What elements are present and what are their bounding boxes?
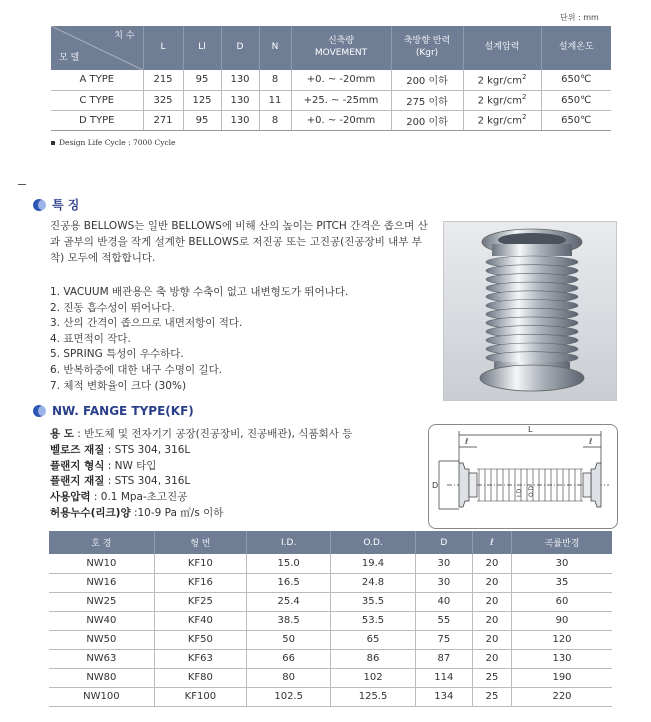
kf-table-row — [49, 687, 612, 706]
kf-cell: 20 — [472, 630, 511, 649]
kf-property-value: : 반도체 및 전자기기 공장(진공장비, 진공배관), 식품회사 등 — [73, 428, 353, 440]
kf-cell: NW16 — [49, 573, 154, 592]
kf-cell: 65 — [331, 630, 415, 649]
spec-cell-L: 325 — [143, 90, 183, 110]
kf-cell: 15.0 — [246, 554, 330, 573]
spec-cell-pressure — [463, 70, 541, 90]
kf-technical-drawing — [428, 424, 618, 529]
kf-cell: KF40 — [154, 611, 246, 630]
spec-cell-movement: +0. ~ -20mm — [291, 110, 391, 130]
kf-cell: 35.5 — [331, 592, 415, 611]
features-heading — [33, 196, 79, 213]
kf-cell: NW10 — [49, 554, 154, 573]
kf-property — [50, 506, 352, 522]
spec-cell-movement: +25. ~ -25mm — [291, 90, 391, 110]
kf-property — [50, 427, 352, 443]
kf-cell: 75 — [415, 630, 472, 649]
kf-property — [50, 490, 352, 506]
kf-cell: 24.8 — [331, 573, 415, 592]
kf-cell: 80 — [246, 668, 330, 687]
kf-property-label: 사용압력 — [50, 491, 91, 504]
square-bullet-icon — [51, 141, 55, 145]
kf-cell: NW80 — [49, 668, 154, 687]
kf-cell: KF10 — [154, 554, 246, 573]
kf-cell: KF100 — [154, 687, 246, 706]
drawing-label-L: L — [528, 425, 533, 434]
kf-cell: 38.5 — [246, 611, 330, 630]
kf-cell: 102 — [331, 668, 415, 687]
spec-cell-pressure — [463, 90, 541, 110]
kf-cell: KF50 — [154, 630, 246, 649]
spec-table-row — [51, 90, 611, 110]
kf-cell: 134 — [415, 687, 472, 706]
pressure-exponent: 2 — [521, 93, 527, 102]
kf-header-cell: O.D. — [331, 531, 415, 554]
kf-cell: 20 — [472, 554, 511, 573]
spec-table-header — [51, 26, 611, 70]
spec-corner-bottom: 모 델 — [59, 53, 80, 64]
bellows-convolutions — [486, 256, 578, 364]
life-cycle-note — [51, 138, 175, 147]
kf-cell: NW100 — [49, 687, 154, 706]
kf-cell: 120 — [512, 630, 612, 649]
kf-table-row — [49, 649, 612, 668]
spec-cell-Ll: 95 — [183, 70, 221, 90]
kf-cell: 25 — [472, 668, 511, 687]
kf-table-row — [49, 554, 612, 573]
drawing-label-ell-left: ℓ — [465, 437, 469, 446]
spec-cell-D: 130 — [221, 110, 259, 130]
kf-cell: NW25 — [49, 592, 154, 611]
spec-table-row — [51, 70, 611, 90]
spec-cell-temp: 650℃ — [541, 70, 611, 90]
spec-cell-temp: 650℃ — [541, 90, 611, 110]
bullet-circle-icon — [33, 198, 47, 212]
spec-cell-movement: +0. ~ -20mm — [291, 70, 391, 90]
kf-header-cell: 형 번 — [154, 531, 246, 554]
spec-header-movement — [291, 26, 391, 70]
force-header-unit: (Kgr) — [415, 48, 439, 58]
kf-properties — [50, 427, 352, 522]
kf-cell: 16.5 — [246, 573, 330, 592]
kf-cell: 35 — [512, 573, 612, 592]
kf-cell: 86 — [331, 649, 415, 668]
spec-cell-pressure — [463, 110, 541, 130]
drawing-label-D: D — [432, 481, 439, 490]
spec-table-row — [51, 110, 611, 130]
life-cycle-text: Design Life Cycle : 7000 Cycle — [59, 138, 176, 147]
kf-cell: KF25 — [154, 592, 246, 611]
spec-cell-temp: 650℃ — [541, 110, 611, 130]
kf-cell: KF80 — [154, 668, 246, 687]
spec-cell-Ll: 125 — [183, 90, 221, 110]
bellows-drawing — [429, 425, 619, 530]
spec-header-L: L — [143, 26, 183, 70]
kf-property-label: 벨로즈 재질 — [50, 443, 105, 456]
kf-cell: 55 — [415, 611, 472, 630]
unit-label: 단위 : mm — [560, 13, 599, 22]
kf-property-label: 허용누수(리크)양 — [50, 506, 131, 519]
divider — [18, 184, 26, 185]
spec-cell-L: 271 — [143, 110, 183, 130]
movement-header-en: MOVEMENT — [314, 48, 368, 58]
kf-property — [50, 474, 352, 490]
feature-item: 1. VACUUM 배관용은 축 방향 수축이 없고 내변형도가 뛰어나다. — [50, 286, 349, 298]
kf-cell: 30 — [512, 554, 612, 573]
bellows-photo — [443, 221, 617, 401]
kf-cell: 50 — [246, 630, 330, 649]
feature-item: 4. 표면적이 작다. — [50, 332, 131, 345]
bullet-circle-icon — [33, 404, 47, 418]
kf-cell: 53.5 — [331, 611, 415, 630]
kf-cell: NW63 — [49, 649, 154, 668]
kf-cell: KF16 — [154, 573, 246, 592]
kf-table-row — [49, 630, 612, 649]
kf-cell: 20 — [472, 611, 511, 630]
features-title: 특 징 — [52, 198, 80, 212]
kf-heading — [33, 404, 194, 418]
spec-cell-N: 11 — [259, 90, 291, 110]
feature-item: 7. 체적 변화율이 크다 (30%) — [50, 379, 187, 392]
kf-cell: 90 — [512, 611, 612, 630]
kf-property-label: 용 도 — [50, 428, 74, 440]
spec-header-pressure: 설계압력 — [463, 26, 541, 70]
spec-cell-N: 8 — [259, 70, 291, 90]
kf-cell: 40 — [415, 592, 472, 611]
spec-cell-D: 130 — [221, 90, 259, 110]
kf-property — [50, 459, 352, 475]
kf-header-cell: 곡률반경 — [512, 531, 612, 554]
spec-header-Ll: Ll — [183, 26, 221, 70]
spec-corner-header — [51, 26, 143, 70]
spec-cell-model: D TYPE — [51, 110, 143, 130]
drawing-label-ell-right: ℓ — [589, 437, 593, 446]
spec-cell-D: 130 — [221, 70, 259, 90]
drawing-label-od: O.D — [528, 485, 535, 497]
kf-table-row — [49, 573, 612, 592]
spec-header-D: D — [221, 26, 259, 70]
kf-cell: 87 — [415, 649, 472, 668]
kf-cell: 19.4 — [331, 554, 415, 573]
kf-cell: 220 — [512, 687, 612, 706]
spec-header-temp: 설계온도 — [541, 26, 611, 70]
kf-cell: 20 — [472, 649, 511, 668]
kf-header-cell: D — [415, 531, 472, 554]
features-list — [50, 285, 348, 394]
kf-cell: 25.4 — [246, 592, 330, 611]
kf-cell: 25 — [472, 687, 511, 706]
kf-cell: 30 — [415, 573, 472, 592]
features-paragraph: 진공용 BELLOWS는 일반 BELLOWS에 비해 산의 높이는 PITCH 간격은 좁으며 산과 골부의 반경을 작게 설계한 BELLOWS로 저진공 또는 고진공(진공장비 내부 부착) 모두에 적합합니다. — [50, 220, 428, 264]
spec-corner-top: 치 수 — [114, 31, 135, 41]
kf-property — [50, 443, 352, 459]
spec-cell-L: 215 — [143, 70, 183, 90]
pressure-value: 2 kgr/cm — [477, 115, 522, 127]
kf-property-value: : STS 304, 316L — [104, 475, 191, 488]
kf-cell: 102.5 — [246, 687, 330, 706]
pressure-exponent: 2 — [521, 113, 527, 122]
kf-property-label: 플랜지 재질 — [50, 475, 105, 488]
feature-item: 5. SPRING 특성이 우수하다. — [50, 348, 184, 361]
kf-cell: 60 — [512, 592, 612, 611]
feature-item: 3. 산의 간격이 좁으므로 내면저항이 적다. — [50, 317, 243, 330]
kf-cell: 20 — [472, 592, 511, 611]
spec-cell-force: 275 이하 — [391, 90, 463, 110]
spec-cell-force: 200 이하 — [391, 110, 463, 130]
kf-property-value: : NW 타입 — [104, 459, 157, 472]
kf-cell: 114 — [415, 668, 472, 687]
pressure-exponent: 2 — [521, 73, 527, 82]
kf-cell: 190 — [512, 668, 612, 687]
pressure-value: 2 kgr/cm — [477, 95, 522, 107]
kf-header-cell: I.D. — [246, 531, 330, 554]
bellows-image — [444, 222, 617, 401]
feature-item: 6. 반복하중에 대한 내구 수명이 길다. — [50, 363, 223, 376]
kf-cell: 125.5 — [331, 687, 415, 706]
kf-cell: KF63 — [154, 649, 246, 668]
spec-table — [51, 26, 611, 131]
kf-cell: NW50 — [49, 630, 154, 649]
kf-property-value: : 0.1 Mpa-초고진공 — [90, 491, 188, 504]
kf-table-row — [49, 668, 612, 687]
kf-cell: 20 — [472, 573, 511, 592]
kf-cell: 130 — [512, 649, 612, 668]
kf-cell: NW40 — [49, 611, 154, 630]
spec-cell-model: A TYPE — [51, 70, 143, 90]
kf-property-value: :10-9 Pa ㎥/s 이하 — [130, 506, 224, 519]
feature-item: 2. 진동 흡수성이 뛰어나다. — [50, 301, 175, 314]
pressure-value: 2 kgr/cm — [477, 75, 522, 87]
spec-cell-Ll: 95 — [183, 110, 221, 130]
kf-table-row — [49, 611, 612, 630]
drawing-label-id: I.D — [516, 488, 523, 497]
kf-title: NW. FANGE TYPE(KF) — [52, 404, 194, 418]
kf-cell: 30 — [415, 554, 472, 573]
kf-table-row — [49, 592, 612, 611]
kf-property-label: 플랜지 형식 — [50, 459, 105, 472]
spec-header-force — [391, 26, 463, 70]
kf-property-value: : STS 304, 316L — [104, 443, 191, 456]
spec-cell-model: C TYPE — [51, 90, 143, 110]
kf-table-header — [49, 531, 612, 554]
spec-cell-force: 200 이하 — [391, 70, 463, 90]
kf-cell: 66 — [246, 649, 330, 668]
movement-header-ko: 신축량 — [327, 36, 355, 47]
spec-cell-N: 8 — [259, 110, 291, 130]
kf-header-cell: ℓ — [472, 531, 511, 554]
kf-table — [49, 531, 612, 707]
kf-header-cell: 호 경 — [49, 531, 154, 554]
force-header-ko: 축방향 반력 — [403, 36, 451, 47]
spec-header-N: N — [259, 26, 291, 70]
